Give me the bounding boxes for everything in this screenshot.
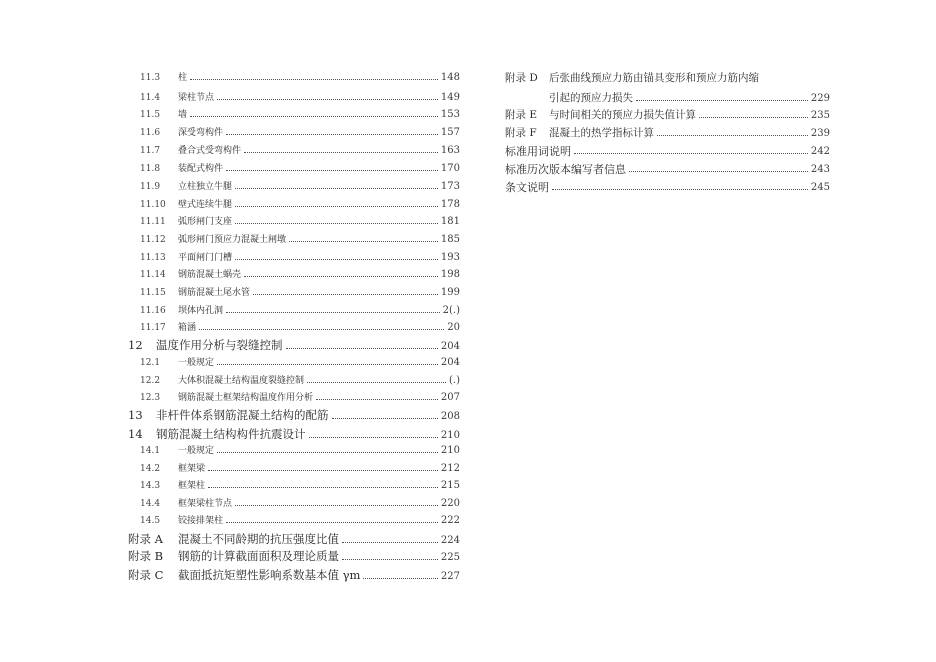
toc-entry-number: 12.3: [140, 393, 161, 403]
toc-entry-number: 14.3: [140, 481, 161, 491]
leader-dots: [208, 487, 438, 488]
toc-entry-title: 装配式构件: [178, 164, 224, 174]
toc-entry-page: 199: [440, 287, 460, 298]
leader-dots: [286, 348, 438, 349]
toc-entry: [505, 182, 830, 193]
toc-entry-title: 钢筋混凝土蜗壳: [178, 270, 242, 280]
toc-entry-number: 12.1: [140, 358, 161, 368]
toc-entry: [128, 73, 460, 83]
toc-entry: [128, 323, 460, 333]
toc-entry-title: 标准历次版本编写者信息: [505, 163, 626, 176]
toc-entry: [128, 481, 460, 491]
toc-entry-number: 12: [128, 338, 143, 352]
toc-entry-page: 212: [440, 463, 460, 474]
toc-entry-title: 弧形闸门支座: [178, 217, 233, 227]
toc-entry-title: 叠合式受弯构件: [178, 146, 242, 156]
toc-entry-number: 附录 B: [128, 549, 164, 563]
leader-dots: [235, 188, 438, 189]
toc-entry-page: 204: [440, 357, 460, 368]
toc-entry: [505, 146, 830, 157]
toc-entry: [128, 446, 460, 456]
toc-entry-number: 11.15: [140, 288, 166, 298]
toc-entry-number: 附录 E: [505, 109, 538, 121]
leader-dots: [199, 329, 444, 330]
toc-entry: [128, 164, 460, 174]
leader-dots: [190, 79, 438, 80]
leader-dots: [629, 171, 808, 172]
toc-entry-page: 193: [440, 252, 460, 263]
toc-entry-number: 11.9: [140, 182, 161, 192]
toc-entry-page: 243: [810, 164, 830, 175]
leader-dots: [574, 153, 808, 154]
toc-entry-page: 2(.): [442, 305, 460, 316]
toc-entry-page: 170: [440, 163, 460, 174]
leader-dots: [226, 134, 438, 135]
leader-dots: [226, 170, 438, 171]
toc-entry-number: 11.14: [140, 270, 166, 280]
toc-entry: [505, 73, 830, 84]
leader-dots: [253, 294, 438, 295]
leader-dots: [289, 241, 438, 242]
toc-entry: [505, 110, 830, 121]
leader-dots: [226, 522, 438, 523]
toc-entry-page: 207: [440, 392, 460, 403]
toc-entry-page: 149: [440, 92, 460, 103]
toc-entry-number: 14.1: [140, 446, 161, 456]
toc-entry: [128, 253, 460, 263]
toc-entry-number: 11.4: [140, 93, 161, 103]
toc-entry-title: 立柱独立牛腿: [178, 182, 233, 192]
toc-entry-title: 后张曲线预应力筋由锚具变形和预应力筋内缩: [549, 72, 759, 84]
toc-entry-number: 11.7: [140, 146, 161, 156]
toc-entry-title: 引起的预应力损失: [549, 92, 633, 104]
leader-dots: [217, 99, 438, 100]
toc-entry-number: 11.11: [140, 217, 166, 227]
toc-entry-page: 220: [440, 498, 460, 509]
toc-entry-title: 墙: [178, 110, 188, 120]
leader-dots: [208, 470, 438, 471]
leader-dots: [235, 259, 438, 260]
toc-entry-page: 181: [440, 216, 460, 227]
leader-dots: [309, 437, 438, 438]
toc-entry-title: 弧形闸门预应力混凝土闸墩: [178, 235, 287, 245]
leader-dots: [363, 578, 437, 579]
toc-entry: [128, 200, 460, 210]
toc-entry-title: 钢筋的计算截面面积及理论质量: [178, 549, 339, 563]
leader-dots: [307, 382, 446, 383]
toc-entry: [128, 217, 460, 227]
toc-entry-page: 148: [440, 72, 460, 83]
toc-entry: [505, 128, 830, 139]
leader-dots: [235, 505, 438, 506]
toc-entry-number: 11.17: [140, 323, 166, 333]
toc-entry: [128, 288, 460, 298]
toc-entry-title: 平面闸门门槽: [178, 253, 233, 263]
toc-entry: [128, 110, 460, 120]
leader-dots: [316, 399, 438, 400]
toc-entry-page: 245: [810, 182, 830, 193]
leader-dots: [657, 135, 808, 136]
toc-entry-title: 框架梁柱节点: [178, 499, 233, 509]
leader-dots: [235, 206, 438, 207]
toc-entry-number: 12.2: [140, 376, 161, 386]
leader-dots: [244, 152, 438, 153]
leader-dots: [636, 100, 808, 101]
toc-entry: [505, 164, 830, 175]
toc-entry: [128, 393, 460, 403]
toc-entry-number: 11.13: [140, 253, 166, 263]
toc-entry-number: 11.16: [140, 306, 166, 316]
leader-dots: [332, 418, 438, 419]
toc-entry: [128, 235, 460, 245]
toc-entry-title: 钢筋混凝土尾水管: [178, 288, 251, 298]
toc-entry-page: 235: [810, 109, 830, 121]
toc-entry-page: 224: [440, 534, 460, 546]
toc-entry-title: 壁式连续牛腿: [178, 200, 233, 210]
toc-entry-title: 一般规定: [178, 446, 215, 456]
toc-entry: [505, 93, 830, 104]
toc-entry-number: 附录 C: [128, 568, 164, 582]
toc-entry-title: 钢筋混凝土结构构件抗震设计: [156, 427, 306, 441]
toc-entry-title: 柱: [178, 73, 188, 83]
leader-dots: [342, 542, 438, 543]
toc-entry-title: 温度作用分析与裂缝控制: [156, 338, 283, 352]
toc-entry: [128, 516, 460, 526]
toc-entry-page: 210: [440, 429, 460, 441]
toc-entry: [128, 499, 460, 509]
toc-entry: [128, 464, 460, 474]
toc-entry-page: 157: [440, 127, 460, 138]
toc-entry-page: 20: [447, 322, 460, 333]
toc-entry: [128, 128, 460, 138]
toc-entry-page: 210: [440, 445, 460, 456]
leader-dots: [342, 559, 438, 560]
toc-entry-title: 混凝土的热学指标计算: [549, 127, 654, 139]
toc-entry-page: (.): [449, 375, 460, 386]
toc-entry-title: 一般规定: [178, 358, 215, 368]
toc-entry-title: 坝体内孔洞: [178, 306, 224, 316]
leader-dots: [217, 364, 438, 365]
toc-entry-page: 222: [440, 515, 460, 526]
toc-entry: [128, 358, 460, 368]
leader-dots: [699, 117, 808, 118]
toc-entry-title: 条文说明: [505, 181, 549, 194]
toc-entry-title: 非杆件体系钢筋混凝土结构的配筋: [156, 408, 329, 422]
toc-entry-page: 242: [810, 146, 830, 157]
toc-entry-number: 14.5: [140, 516, 161, 526]
toc-entry-title: 框架柱: [178, 481, 206, 491]
toc-entry: [128, 570, 460, 582]
toc-entry-page: 153: [440, 109, 460, 120]
leader-dots: [552, 189, 808, 190]
toc-entry-number: 11.6: [140, 128, 161, 138]
toc-entry-number: 14.2: [140, 464, 161, 474]
toc-entry-title: 大体积混凝土结构温度裂缝控制: [178, 376, 305, 386]
toc-entry-page: 229: [810, 92, 830, 104]
toc-entry-number: 附录 A: [128, 532, 163, 546]
toc-entry-number: 11.12: [140, 235, 166, 245]
toc-entry: [128, 93, 460, 103]
toc-entry-title: 梁柱节点: [178, 93, 215, 103]
toc-entry-number: 14.4: [140, 499, 161, 509]
toc-entry-page: 225: [440, 551, 460, 563]
toc-entry-title: 箱涵: [178, 323, 197, 333]
toc-entry-number: 附录 F: [505, 127, 537, 139]
toc-entry-page: 227: [440, 570, 460, 582]
toc-entry-number: 11.3: [140, 73, 161, 83]
toc-entry: [128, 340, 460, 352]
leader-dots: [235, 223, 438, 224]
toc-entry-number: 11.10: [140, 200, 166, 210]
toc-entry-page: 178: [440, 199, 460, 210]
toc-entry-page: 163: [440, 145, 460, 156]
toc-entry-title: 截面抵抗矩塑性影响系数基本值 γm: [178, 568, 361, 582]
toc-entry-number: 11.5: [140, 110, 161, 120]
toc-entry-title: 深受弯构件: [178, 128, 224, 138]
toc-entry-title: 框架梁: [178, 464, 206, 474]
toc-entry: [128, 551, 460, 563]
toc-entry-page: 185: [440, 234, 460, 245]
leader-dots: [226, 312, 440, 313]
toc-entry-page: 239: [810, 127, 830, 139]
leader-dots: [244, 276, 438, 277]
toc-entry-title: 钢筋混凝土框架结构温度作用分析: [178, 393, 314, 403]
leader-dots: [190, 116, 438, 117]
toc-entry: [128, 410, 460, 422]
toc-entry: [128, 376, 460, 386]
toc-entry-page: 173: [440, 181, 460, 192]
toc-entry-page: 204: [440, 340, 460, 352]
leader-dots: [217, 452, 438, 453]
toc-entry: [128, 306, 460, 316]
toc-entry-number: 附录 D: [505, 72, 538, 84]
toc-entry-page: 208: [440, 410, 460, 422]
toc-entry-title: 标准用词说明: [505, 145, 571, 158]
toc-entry-page: 215: [440, 480, 460, 491]
toc-entry-number: 13: [128, 408, 143, 422]
toc-entry: [128, 146, 460, 156]
toc-entry-title: 与时间相关的预应力损失值计算: [549, 109, 696, 121]
toc-entry: [128, 534, 460, 546]
toc-entry: [128, 270, 460, 280]
toc-entry-number: 14: [128, 427, 143, 441]
toc-entry-page: 198: [440, 269, 460, 280]
toc-entry: [128, 182, 460, 192]
toc-entry-title: 混凝土不同龄期的抗压强度比值: [178, 532, 339, 546]
toc-entry: [128, 429, 460, 441]
toc-entry-title: 铰接排架柱: [178, 516, 224, 526]
toc-entry-number: 11.8: [140, 164, 161, 174]
